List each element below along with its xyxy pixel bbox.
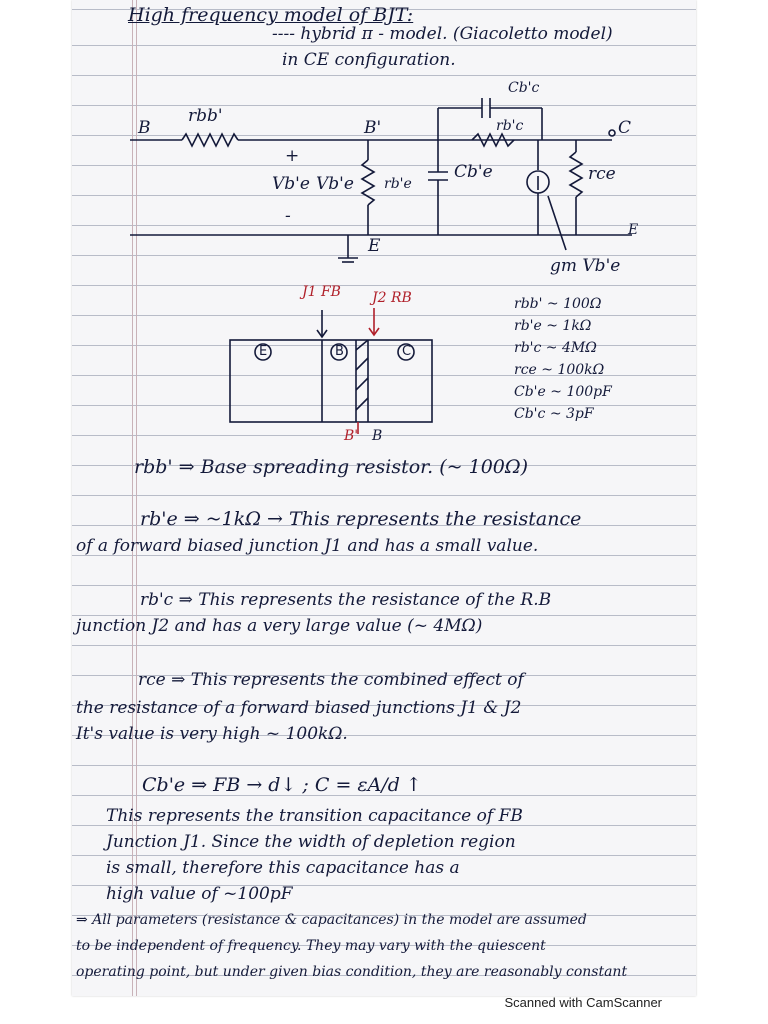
region-e-label: E — [259, 344, 268, 359]
page-title: High frequency model of BJT: — [128, 4, 414, 26]
note-line-cbe-4: is small, therefore this capacitance has a — [106, 858, 460, 878]
note-line-cbe-3: Junction J1. Since the width of depletion region — [106, 832, 516, 852]
rbc-label: rb'c — [496, 118, 524, 134]
region-b-label: B — [335, 344, 344, 359]
value-item: rce ~ 100kΩ — [514, 362, 605, 378]
note-line-rce-1: rce ⇒ This represents the combined effect of — [138, 670, 524, 690]
note-line-rbb: rbb' ⇒ Base spreading resistor. (~ 100Ω) — [134, 456, 529, 478]
node-e-right-label: E — [628, 222, 639, 238]
note-line-all-1: ⇒ All parameters (resistance & capacitances) in the model are assumed — [76, 912, 587, 928]
model-name: ---- hybrid π - model. (Giacoletto model) — [272, 24, 613, 44]
gm-label: gm Vb'e — [550, 256, 621, 276]
note-line-all-2: to be independent of frequency. They may vary with the quiescent — [76, 938, 546, 954]
b-prime-label: B' — [344, 428, 359, 444]
note-line-rbc-2: junction J2 and has a very large value (~ 4MΩ) — [76, 616, 483, 636]
rbb-label: rbb' — [188, 106, 223, 126]
scanner-watermark: Scanned with CamScanner — [504, 995, 662, 1010]
note-line-cbe-5: high value of ~100pF — [106, 884, 293, 904]
node-e-label: E — [368, 236, 381, 256]
configuration: in CE configuration. — [282, 50, 456, 70]
node-b-prime-label: B' — [364, 118, 382, 138]
note-line-rbe-2: of a forward biased junction J1 and has a small value. — [76, 536, 539, 556]
j1-label: J1 FB — [302, 284, 341, 300]
note-line-rbc-1: rb'c ⇒ This represents the resistance of the R.B — [140, 590, 552, 610]
note-line-all-3: operating point, but under given bias condition, they are reasonably constant — [76, 964, 628, 980]
region-c-label: C — [402, 344, 412, 359]
note-line-cbe-1: Cb'e ⇒ FB → d↓ ; C = εA/d ↑ — [142, 774, 422, 796]
vbe-label-2: Vb'e — [316, 174, 354, 194]
minus-sign: - — [285, 206, 291, 226]
note-line-cbe-2: This represents the transition capacitance of FB — [106, 806, 523, 826]
value-item: rb'c ~ 4MΩ — [514, 340, 597, 356]
value-item: Cb'e ~ 100pF — [514, 384, 612, 400]
plus-sign: + — [285, 146, 300, 166]
value-item: rbb' ~ 100Ω — [514, 296, 602, 312]
node-c-label: C — [618, 118, 632, 138]
cbc-label: Cb'c — [508, 80, 540, 96]
value-item: Cb'c ~ 3pF — [514, 406, 594, 422]
rce-label: rce — [588, 164, 616, 184]
rbe-label: rb'e — [384, 176, 412, 192]
note-line-rce-2: the resistance of a forward biased junctions J1 & J2 — [76, 698, 522, 718]
note-line-rbe-1: rb'e ⇒ ~1kΩ → This represents the resistance — [140, 508, 582, 530]
value-item: rb'e ~ 1kΩ — [514, 318, 592, 334]
j2-label: J2 RB — [372, 290, 412, 306]
vbe-label: Vb'e — [272, 174, 310, 194]
node-b-label: B — [138, 118, 151, 138]
b-label: B — [372, 428, 383, 444]
note-line-rce-3: It's value is very high ~ 100kΩ. — [76, 724, 348, 744]
cbe-label: Cb'e — [454, 162, 493, 182]
notebook-page — [72, 0, 696, 996]
